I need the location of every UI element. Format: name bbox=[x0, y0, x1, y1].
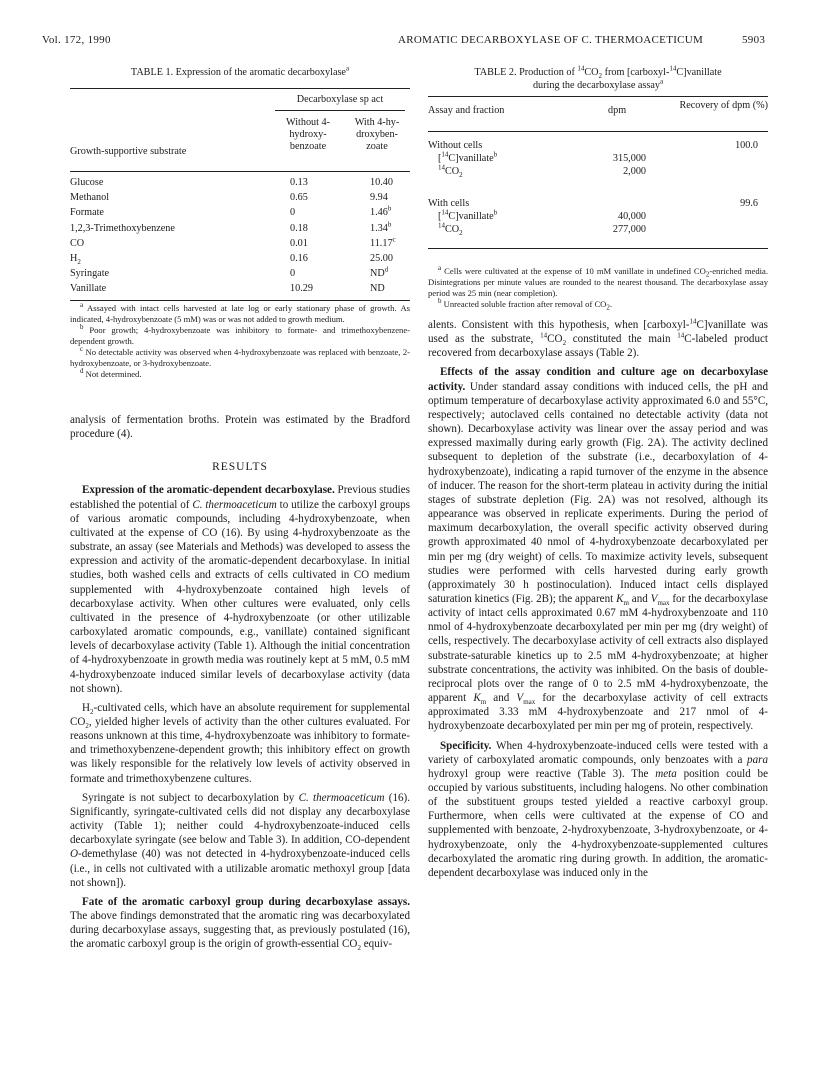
cell-without: 0.65 bbox=[290, 192, 308, 204]
table1-footnote-c: $^c$ No detectable activity was observed when 4-hydroxybenzoate was replaced with benzoate, 2-hydroxybenzoate, or 3-hydroxybenzoate. bbox=[70, 345, 410, 368]
cell-without: 0 bbox=[290, 268, 296, 280]
table-row bbox=[70, 251, 410, 266]
cell-substrate: Glucose bbox=[70, 177, 104, 189]
cell-with: 25.00 bbox=[370, 253, 393, 265]
table1-col-group: Decarboxylase sp act bbox=[296, 94, 384, 105]
table-row bbox=[70, 281, 410, 296]
table-row bbox=[70, 175, 410, 190]
table1-footnote-d: $^d$ Not determined. bbox=[80, 367, 142, 379]
cell-substrate: Formate bbox=[70, 207, 104, 219]
table1 bbox=[70, 88, 410, 301]
paragraph-protein: analysis of fermentation broths. Protein was estimated by the Bradford procedure (4). bbox=[70, 414, 410, 441]
table1-footnote-b: $^b$ Poor growth; 4-hydroxybenzoate was inhibitory to formate- and trimethoxybenzene-dependent growth. bbox=[70, 323, 410, 346]
table1-footnote-a: $^a$ Assayed with intact cells harvested at late log or early stationary phase of growth. As indicated, 4-hydroxybenzoate (5 mM) was or was not added to growth medium. bbox=[70, 301, 410, 324]
table-row bbox=[70, 266, 410, 281]
cell-substrate: Syringate bbox=[70, 268, 110, 280]
table1-col-without: Without 4-hydroxy-benzoate bbox=[285, 117, 330, 152]
cell-with: 1.34$^b$ bbox=[370, 220, 392, 234]
cell-without: 0.01 bbox=[290, 237, 308, 249]
table2-group-label: Without cells bbox=[428, 140, 483, 151]
table2-footnote-a: $^a$ Cells were cultivated at the expense of 10 mM vanillate in undefined $CO_2$-enriched media. Disintegrations per minute values are rounded to the nearest thousand. The decarboxylase assay period was 25 min (near completion). bbox=[428, 264, 769, 298]
table1-body bbox=[70, 175, 410, 297]
table2-col-fraction: Assay and fraction bbox=[428, 105, 505, 116]
paragraph-fate: Fate of the aromatic carboxyl group during decarboxylase assays. The above findings demonstrated that the aromatic ring was decarboxylated during decarboxylase assays, suggesting that, as previously postulated (16), the aromatic carboxyl group is the origin of growth-essential $CO_2$ equiv- bbox=[70, 895, 410, 953]
right-body-text bbox=[428, 318, 768, 880]
running-header-volume: Vol. 172, 1990 bbox=[42, 34, 111, 46]
cell-with: ND bbox=[370, 283, 385, 295]
table2-dpm: 315,000 bbox=[612, 153, 646, 164]
table-row bbox=[70, 221, 410, 236]
table2-fraction: [$^{14}$C]vanillate$^b$ bbox=[438, 208, 498, 222]
cell-without: 0.16 bbox=[290, 253, 308, 265]
page-number: 5903 bbox=[742, 34, 766, 46]
paragraph-alents: alents. Consistent with this hypothesis, when [carboxyl-$^{14}$C]vanillate was used as the substrate, $^{14}CO_2$ constituted the main $^{14}$C-labeled product recovered from decarboxylase assays (Table 2). bbox=[428, 317, 768, 360]
table2-caption: TABLE 2. Production of $^{14}CO_2$ from [carboxyl-$^{14}$C]vanillate during the decarboxylase assay$^a$ bbox=[474, 64, 722, 91]
table2-footnote-b: $^b$ Unreacted soluble fraction after removal of $CO_2$. bbox=[438, 297, 613, 312]
cell-without: 0.18 bbox=[290, 222, 308, 234]
cell-without: 0 bbox=[290, 207, 296, 219]
table2-dpm: 277,000 bbox=[612, 224, 646, 235]
table-row bbox=[70, 205, 410, 220]
left-body-text bbox=[70, 413, 410, 951]
paragraph-assay-condition: Effects of the assay condition and culture age on decarboxylase activity. Under standard assay conditions with induced cells, the pH and optimum temperature of decarboxylase activity approximated 6.0 and 55°C, respectively; autoclaved cells contained no detectable activity (data not shown). Decarboxylase activity was linear over the assay period and was expressed maximally during early growth (Fig. 2A). The activity declined subsequent to depletion of the substrate (i.e., decarboxylation of 4-hydroxybenzoate), indicating a rapid turnover of the enzyme in the absence of inducer. The reason for the short-term plateau in activity during the initial stages of substrate depletion (Fig. 2A) was not resolved, although its appearance was observed in replicate experiments. During the period of maximum decarboxylation, the overall specific activity observed during growth approximated 40 nmol of 4-hydroxybenzoate decarboxylated per min per mg (dry weight) of cells. To maximize activity levels, subsequent studies were performed with cells harvested during early growth (approximately 30 h postinoculation). Induced intact cells displayed saturation kinetics (Fig. 2B); the apparent $K_m$ and $V_{max}$ for the decarboxylase activity of intact cells approximated 0.67 mM 4-hydroxybenzoate and 110 nmol of 4-hydroxybenzoate decarboxylated per min per mg (dry weight) of cells, respectively. The decarboxylase activity of cell extracts also displayed substrate-saturable kinetics up to 2.5 mM 4-hydroxybenzoate; at higher substrate concentrations, the activity was inhibited. On the basis of double-reciprocal plots over the range of 0 to 2.5 mM 4-hydroxybenzoate, the apparent $K_m$ and $V_{max}$ for the decarboxylase activity of cell extracts approximated 3.33 mM 4-hydroxybenzoate and 217 nmol of 4-hydroxybenzoate decarboxylated per min per mg of protein, respectively. bbox=[428, 366, 768, 733]
table2-recovery: 100.0 bbox=[735, 140, 758, 151]
table2-recovery: 99.6 bbox=[740, 198, 758, 209]
table2-footnotes bbox=[428, 266, 768, 310]
table1-caption: TABLE 1. Expression of the aromatic decarboxylase$^a$ bbox=[130, 64, 350, 78]
cell-substrate: Vanillate bbox=[70, 283, 107, 295]
paragraph-h2-cells: $H_2$-cultivated cells, which have an absolute requirement for supplemental $CO_2$, yielded higher levels of activity than the other cultures evaluated. For reasons unknown at this time, 4-hydroxybenzoate was inhibitory to formate- and trimethoxybenzene-dependent growth; this inhibitory effect on growth was likely responsible for the relatively low levels of activity observed in formate and trimethoxybenzene cultures. bbox=[70, 701, 410, 785]
table2-fraction: $^{14}CO_2$ bbox=[438, 221, 463, 238]
cell-substrate: CO bbox=[70, 237, 85, 249]
paragraph-specificity: Specificity. When 4-hydroxybenzoate-induced cells were tested with a variety of carboxylated aromatic compounds, only benzoates with a para hydroxyl group were reactive (Table 3). The meta position could be occupied by various substituents, including halogens. No other combination of the substituent groups tested yielded a reactive carboxyl group. Furthermore, when cells were cultivated at the expense of CO and supplemented with benzoate, 2-hydroxybenzoate, 3-hydroxybenzoate, or 4-hydroxybenzoate, only the 4-hydroxybenzoate-supplemented cultures decarboxylated the aromatic ring during growth. In addition, the aromatic-dependent decarboxylase was induced only in the bbox=[428, 739, 768, 879]
table1-footnotes bbox=[70, 303, 410, 380]
table2-fraction: [$^{14}$C]vanillate$^b$ bbox=[438, 150, 498, 164]
cell-with: 1.46$^b$ bbox=[370, 205, 392, 219]
paragraph-expression: Expression of the aromatic-dependent decarboxylase. Previous studies established the potential of C. thermoaceticum to utilize the carboxyl groups of various aromatic compounds, including 4-hydroxybenzoate, when cultivated at the expense of CO (16). By using 4-hydroxybenzoate as the substrate, an assay (see Materials and Methods) was developed to assess the expression and activity of the aromatic-dependent decarboxylase. In initial studies, both washed cells and extracts of cells cultivated in CO medium supplemented with 4-hydroxybenzoate contained high levels of decarboxylase activity. When other cultures were evaluated, only cells cultivated in the presence of 4-hydroxybenzoate (or other utilizable carboxylated aromatic compounds, e.g., vanillate) contained significant levels of decarboxylase activity (Table 1). Although the initial concentration of 4-hydroxybenzoate in growth media was routinely kept at 5 mM, 0.5 mM 4-hydroxybenzoate induced similar levels of decarboxylase activity (data not shown). bbox=[70, 484, 410, 695]
table2 bbox=[428, 96, 768, 249]
cell-with: $ND^d$ bbox=[370, 265, 389, 280]
table2-col-recovery: Recovery of dpm (%) bbox=[679, 100, 768, 111]
table1-col-substrate: Growth-supportive substrate bbox=[70, 146, 187, 157]
cell-with: 10.40 bbox=[370, 177, 393, 189]
table1-col-with: With 4-hy-droxyben-zoate bbox=[354, 117, 400, 152]
cell-with: 11.17$^c$ bbox=[370, 235, 396, 249]
results-heading: RESULTS bbox=[212, 461, 268, 474]
table2-group-label: With cells bbox=[428, 198, 470, 209]
table2-col-dpm: dpm bbox=[608, 105, 627, 116]
cell-substrate: Methanol bbox=[70, 192, 110, 204]
table-row bbox=[70, 190, 410, 205]
cell-with: 9.94 bbox=[370, 192, 388, 204]
running-header-title: AROMATIC DECARBOXYLASE OF C. THERMOACETICUM bbox=[398, 34, 704, 46]
table2-dpm: 40,000 bbox=[617, 211, 646, 222]
table2-dpm: 2,000 bbox=[623, 166, 646, 177]
table-row bbox=[70, 236, 410, 251]
cell-without: 10.29 bbox=[290, 283, 313, 295]
paragraph-syringate: Syringate is not subject to decarboxylation by C. thermoaceticum (16). Significantly, syringate-cultivated cells did not display any decarboxylase activity (Table 1); neither could 4-hydroxybenzoate-induced cells decarboxylate syringate (see below and Table 3). In addition, CO-dependent O-demethylase (40) was not detected in 4-hydroxybenzoate-induced cells (i.e., in cells not cultivated with a utilizable aromatic methoxyl group [data not shown]). bbox=[70, 791, 411, 889]
cell-substrate: 1,2,3-Trimethoxybenzene bbox=[70, 222, 175, 234]
cell-without: 0.13 bbox=[290, 177, 308, 189]
table2-fraction: $^{14}CO_2$ bbox=[438, 163, 463, 180]
cell-substrate: $H_2$ bbox=[70, 253, 81, 267]
